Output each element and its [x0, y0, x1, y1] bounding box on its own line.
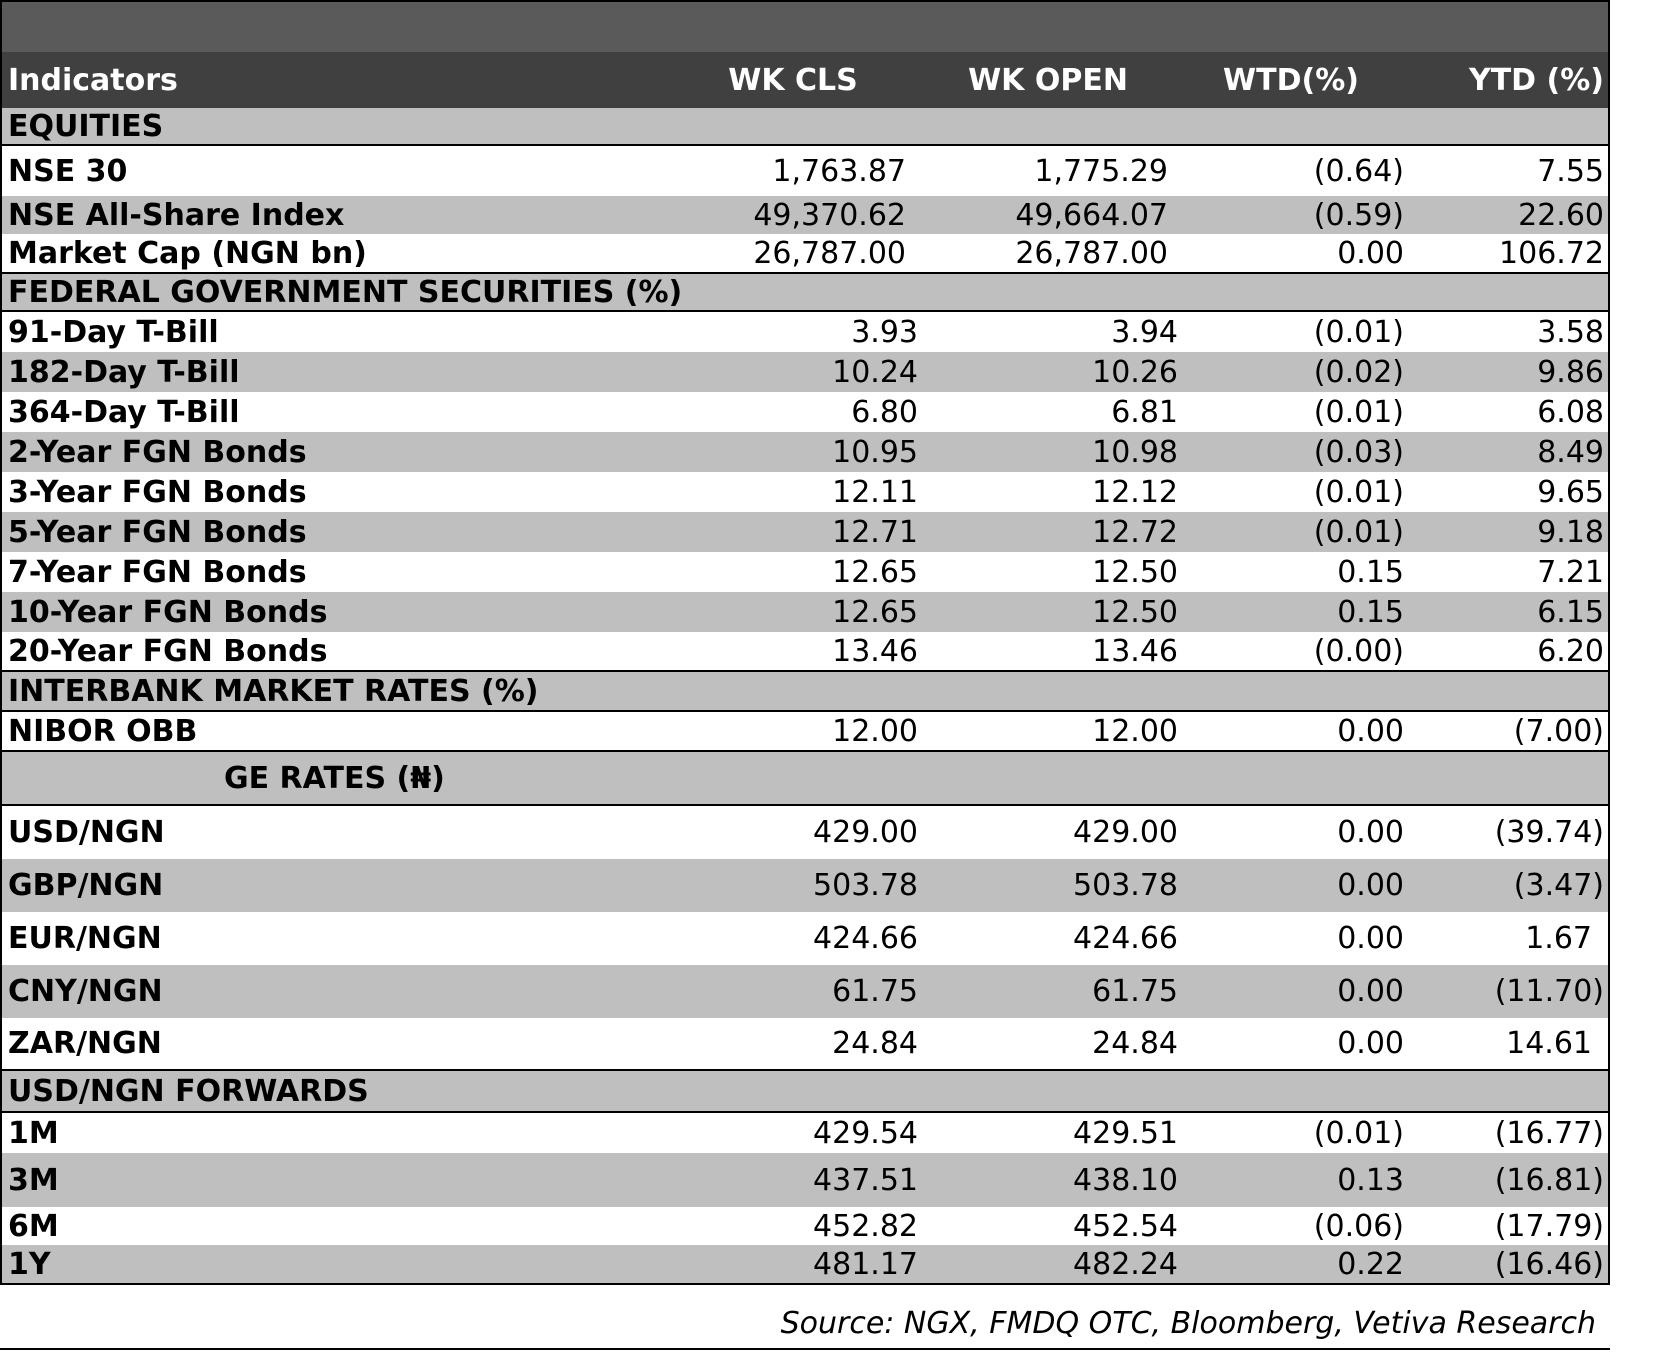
table-row [2, 432, 1608, 472]
cell-wk-cls: 12.11 [832, 474, 918, 510]
cell-ytd: (16.46) [1494, 1246, 1604, 1282]
cell-wtd: (0.01) [1313, 514, 1404, 550]
header-ytd: YTD (%) [1468, 62, 1604, 98]
cell-wk-open: 1,775.29 [1034, 153, 1168, 189]
table-row [2, 312, 1608, 352]
cell-wtd: 0.15 [1337, 594, 1404, 630]
cell-wk-open: 3.94 [1111, 314, 1178, 350]
table-row [2, 146, 1608, 196]
cell-ytd: (11.70) [1494, 974, 1604, 1009]
cell-ytd: 7.21 [1537, 554, 1604, 590]
table-row [2, 592, 1608, 632]
cell-wtd: 0.00 [1337, 974, 1404, 1009]
table-row [2, 1207, 1608, 1245]
cell-wk-open: 61.75 [1092, 974, 1178, 1009]
cell-wtd: (0.06) [1313, 1208, 1404, 1244]
cell-wk-open: 12.72 [1092, 514, 1178, 550]
cell-wk-open: 438.10 [1073, 1162, 1178, 1198]
cell-wtd: (0.03) [1313, 434, 1404, 470]
section-exchange-rates [2, 752, 1608, 806]
table-row [2, 552, 1608, 592]
cell-wk-open: 503.78 [1073, 868, 1178, 903]
table-row [2, 859, 1608, 912]
cell-ytd: (3.47) [1513, 868, 1604, 903]
section-fgn-securities [2, 274, 1608, 312]
cell-wk-cls: 437.51 [813, 1162, 918, 1198]
cell-wk-open: 452.54 [1073, 1208, 1178, 1244]
cell-wk-open: 24.84 [1092, 1026, 1178, 1061]
cell-ytd: (17.79) [1494, 1208, 1604, 1244]
cell-wtd: 0.22 [1337, 1246, 1404, 1282]
section-equities [2, 108, 1608, 146]
cell-wk-cls: 12.65 [832, 554, 918, 590]
row-label: USD/NGN [8, 815, 165, 850]
section-title: INTERBANK MARKET RATES (%) [8, 673, 539, 709]
cell-wk-open: 12.00 [1092, 713, 1178, 749]
cell-wk-cls: 12.00 [832, 713, 918, 749]
cell-wk-cls: 12.65 [832, 594, 918, 630]
cell-ytd: 22.60 [1518, 197, 1604, 233]
table-row [2, 512, 1608, 552]
row-label: 6M [8, 1208, 59, 1244]
table-row [2, 392, 1608, 432]
row-label: NSE All-Share Index [8, 197, 345, 233]
cell-ytd: 9.86 [1537, 354, 1604, 390]
section-title: USD/NGN FORWARDS [8, 1073, 369, 1109]
table-row [2, 712, 1608, 752]
row-label: NIBOR OBB [8, 713, 198, 749]
row-label: ZAR/NGN [8, 1026, 162, 1061]
table-row [2, 912, 1608, 965]
row-label: 91-Day T-Bill [8, 314, 219, 350]
cell-wtd: (0.59) [1313, 197, 1404, 233]
table-row [2, 196, 1608, 234]
cell-wtd: 0.00 [1337, 713, 1404, 749]
row-label: 1Y [8, 1246, 51, 1282]
cell-ytd: 6.15 [1537, 594, 1604, 630]
cell-wtd: (0.01) [1313, 314, 1404, 350]
cell-ytd: 6.08 [1537, 394, 1604, 430]
cell-wtd: (0.64) [1313, 153, 1404, 189]
cell-wtd: 0.00 [1337, 235, 1404, 271]
cell-wtd: 0.13 [1337, 1162, 1404, 1198]
cell-wk-cls: 26,787.00 [753, 235, 906, 271]
table-row [2, 472, 1608, 512]
header-wtd: WTD(%) [1223, 62, 1359, 98]
cell-wk-cls: 424.66 [813, 921, 918, 956]
row-label: EUR/NGN [8, 921, 162, 956]
cell-wk-cls: 452.82 [813, 1208, 918, 1244]
cell-wk-cls: 10.95 [832, 434, 918, 470]
row-label: 3-Year FGN Bonds [8, 474, 307, 510]
row-label: NSE 30 [8, 153, 128, 189]
cell-ytd: 8.49 [1537, 434, 1604, 470]
cell-wk-cls: 6.80 [851, 394, 918, 430]
row-label: CNY/NGN [8, 974, 163, 1009]
table-row [2, 965, 1608, 1018]
cell-ytd: 106.72 [1499, 235, 1604, 271]
cell-wk-open: 26,787.00 [1015, 235, 1168, 271]
row-label: 10-Year FGN Bonds [8, 594, 328, 630]
cell-ytd: 6.20 [1537, 633, 1604, 669]
cell-wk-open: 429.00 [1073, 815, 1178, 850]
cell-wk-open: 49,664.07 [1015, 197, 1168, 233]
table-row [2, 806, 1608, 859]
cell-wtd: (0.01) [1313, 1115, 1404, 1151]
cell-wtd: (0.01) [1313, 474, 1404, 510]
cell-ytd: 9.18 [1537, 514, 1604, 550]
cell-ytd: (16.81) [1494, 1162, 1604, 1198]
cell-wk-cls: 12.71 [832, 514, 918, 550]
row-label: 1M [8, 1115, 59, 1151]
cell-wk-open: 13.46 [1092, 633, 1178, 669]
table-row [2, 1018, 1608, 1071]
row-label: 7-Year FGN Bonds [8, 554, 307, 590]
cell-wk-cls: 24.84 [832, 1026, 918, 1061]
cell-wk-cls: 61.75 [832, 974, 918, 1009]
section-title: FEDERAL GOVERNMENT SECURITIES (%) [8, 274, 683, 310]
cell-wk-cls: 3.93 [851, 314, 918, 350]
cell-ytd: 9.65 [1537, 474, 1604, 510]
table-row [2, 1153, 1608, 1207]
cell-wtd: (0.01) [1313, 394, 1404, 430]
cell-wk-cls: 49,370.62 [753, 197, 906, 233]
table-row [2, 234, 1608, 274]
cell-wtd: 0.00 [1337, 868, 1404, 903]
cell-wk-open: 12.12 [1092, 474, 1178, 510]
section-title: GE RATES (₦) [224, 760, 445, 796]
header-wk-cls: WK CLS [728, 62, 858, 98]
cell-wk-cls: 429.00 [813, 815, 918, 850]
cell-wk-open: 482.24 [1073, 1246, 1178, 1282]
table-row [2, 1245, 1608, 1285]
table-row [2, 352, 1608, 392]
cell-ytd: 3.58 [1537, 314, 1604, 350]
cell-wtd: 0.00 [1337, 1026, 1404, 1061]
row-label: Market Cap (NGN bn) [8, 235, 367, 271]
cell-wk-open: 10.26 [1092, 354, 1178, 390]
row-label: 182-Day T-Bill [8, 354, 240, 390]
section-title: EQUITIES [8, 108, 164, 144]
cell-ytd: 14.61 [1506, 1026, 1592, 1061]
section-interbank [2, 672, 1608, 712]
header-wk-open: WK OPEN [968, 62, 1128, 98]
row-label: 20-Year FGN Bonds [8, 633, 328, 669]
row-label: 2-Year FGN Bonds [8, 434, 307, 470]
cell-wtd: (0.00) [1313, 633, 1404, 669]
cell-ytd: (39.74) [1494, 815, 1604, 850]
cell-wk-open: 424.66 [1073, 921, 1178, 956]
table-top-band [2, 0, 1608, 52]
cell-ytd: 1.67 [1525, 921, 1592, 956]
table-header-row [2, 52, 1608, 108]
header-indicators: Indicators [8, 62, 178, 98]
cell-wk-cls: 1,763.87 [772, 153, 906, 189]
row-label: 364-Day T-Bill [8, 394, 240, 430]
cell-wk-open: 12.50 [1092, 554, 1178, 590]
cell-wk-cls: 481.17 [813, 1246, 918, 1282]
table-row [2, 1113, 1608, 1153]
cell-wk-cls: 13.46 [832, 633, 918, 669]
cell-ytd: (16.77) [1494, 1115, 1604, 1151]
cell-wk-cls: 503.78 [813, 868, 918, 903]
cell-wtd: 0.00 [1337, 815, 1404, 850]
row-label: GBP/NGN [8, 868, 164, 903]
section-forwards [2, 1071, 1608, 1113]
source-note: Source: NGX, FMDQ OTC, Bloomberg, Vetiva Research [0, 1302, 1610, 1350]
cell-wk-cls: 429.54 [813, 1115, 918, 1151]
cell-wtd: (0.02) [1313, 354, 1404, 390]
cell-wk-cls: 10.24 [832, 354, 918, 390]
cell-ytd: 7.55 [1537, 153, 1604, 189]
cell-ytd: (7.00) [1513, 713, 1604, 749]
cell-wk-open: 10.98 [1092, 434, 1178, 470]
table-row [2, 632, 1608, 672]
cell-wtd: 0.00 [1337, 921, 1404, 956]
row-label: 5-Year FGN Bonds [8, 514, 307, 550]
cell-wk-open: 6.81 [1111, 394, 1178, 430]
cell-wk-open: 429.51 [1073, 1115, 1178, 1151]
cell-wtd: 0.15 [1337, 554, 1404, 590]
cell-wk-open: 12.50 [1092, 594, 1178, 630]
row-label: 3M [8, 1162, 59, 1198]
